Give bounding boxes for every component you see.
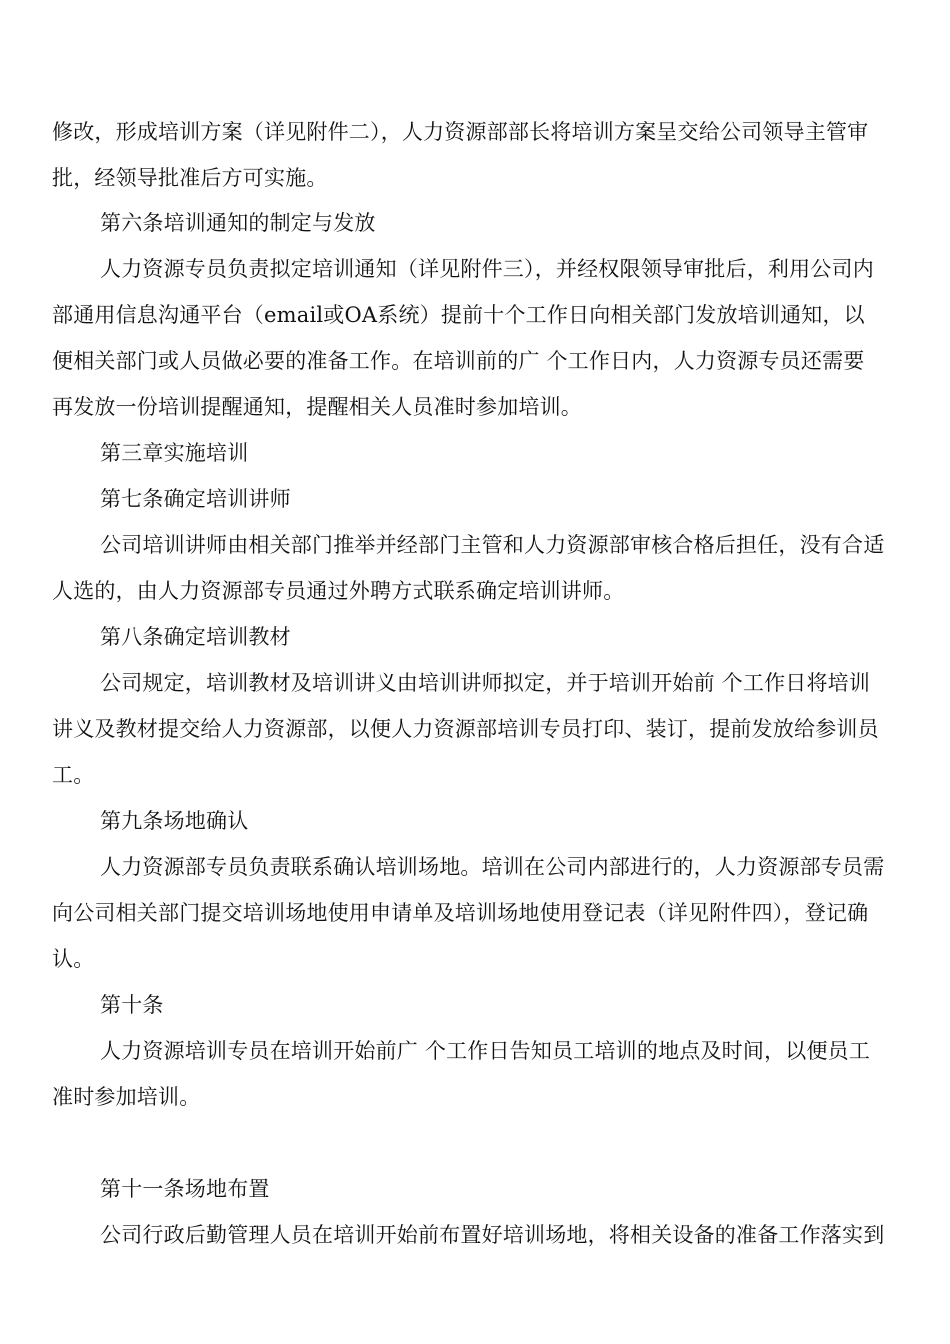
body-line: 人选的，由人力资源部专员通过外聘方式联系确定培训讲师。 [52, 579, 625, 603]
article-heading: 第十一条场地布置 [100, 1177, 270, 1201]
body-line: 再发放一份培训提醒通知，提醒相关人员准时参加培训。 [52, 395, 582, 419]
chapter-heading: 第三章实施培训 [100, 441, 249, 465]
body-line: 向公司相关部门提交培训场地使用申请单及培训场地使用登记表（详见附件四），登记确 [52, 901, 869, 925]
body-line: 公司培训讲师由相关部门推举并经部门主管和人力资源部审核合格后担任，没有合适 [100, 533, 885, 557]
article-heading: 第六条培训通知的制定与发放 [100, 211, 376, 235]
body-line: 准时参加培训。 [52, 1085, 201, 1109]
body-line: 公司规定，培训教材及培训讲义由培训讲师拟定，并于培训开始前 个工作日将培训 [100, 671, 871, 695]
body-line: 批，经领导批准后方可实施。 [52, 166, 328, 190]
body-line: 便相关部门或人员做必要的准备工作。在培训前的广 个工作日内，人力资源专员还需要 [52, 349, 865, 373]
body-line: 公司行政后勤管理人员在培训开始前布置好培训场地，将相关设备的准备工作落实到 [100, 1223, 885, 1247]
body-line: 人力资源部专员负责联系确认培训场地。培训在公司内部进行的，人力资源部专员需 [100, 855, 885, 879]
article-heading: 第八条确定培训教材 [100, 625, 291, 649]
article-heading: 第九条场地确认 [100, 809, 249, 833]
body-line: 认。 [52, 947, 95, 971]
body-line: 人力资源专员负责拟定培训通知（详见附件三），并经权限领导审批后，利用公司内 [100, 257, 874, 281]
article-heading: 第十条 [100, 993, 164, 1017]
body-line: 修改，形成培训方案（详见附件二），人力资源部部长将培训方案呈交给公司领导主管审 [52, 120, 869, 144]
body-line: 人力资源培训专员在培训开始前广 个工作日告知员工培训的地点及时间，以便员工 [100, 1039, 871, 1063]
article-heading: 第七条确定培训讲师 [100, 487, 291, 511]
body-line: 讲义及教材提交给人力资源部，以便人力资源部培训专员打印、装订，提前发放给参训员 [52, 717, 879, 741]
body-line: 工。 [52, 763, 95, 787]
body-line: 部通用信息沟通平台（email或OA系统）提前十个工作日向相关部门发放培训通知，以 [52, 303, 865, 327]
